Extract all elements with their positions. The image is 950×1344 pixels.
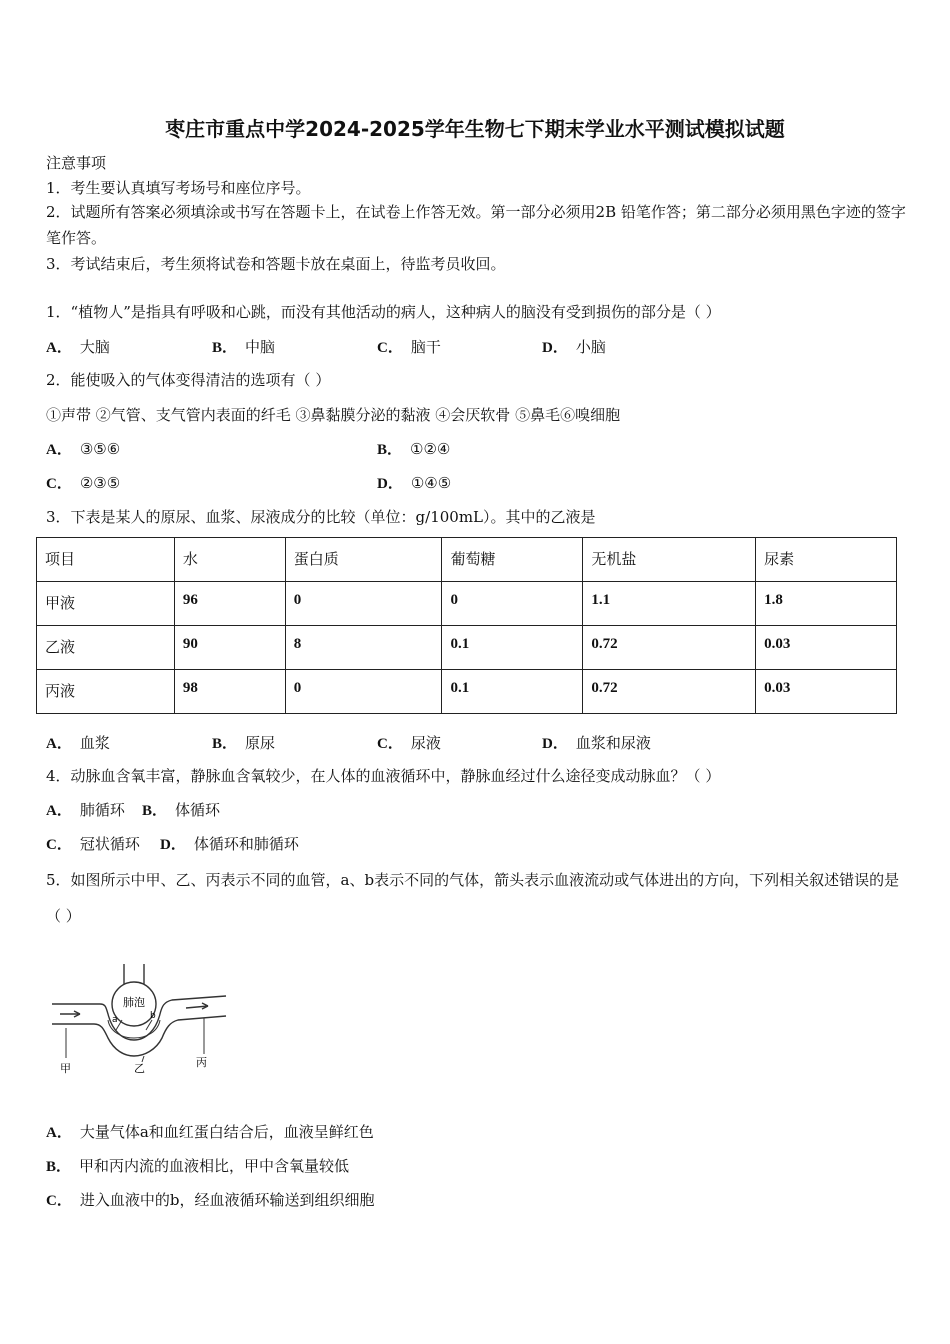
q4-option-b: B． 体循环 — [142, 801, 221, 819]
table-header-cell: 无机盐 — [583, 538, 756, 582]
gas-b-label: b — [150, 1011, 156, 1021]
q3-option-d: D． 血浆和尿液 — [542, 734, 651, 752]
q5-option-b: B． 甲和丙内流的血液相比，甲中含氧量较低 — [46, 1157, 350, 1175]
vessel-bing-label: 丙 — [196, 1056, 207, 1069]
q5-option-a: A． 大量气体a和血红蛋白结合后，血液呈鲜红色 — [46, 1123, 374, 1141]
table-cell: 0.72 — [583, 670, 756, 714]
table-row — [37, 582, 897, 626]
q3-option-b: B． 原尿 — [212, 734, 276, 752]
table-cell: 1.8 — [756, 582, 897, 626]
table-row — [37, 626, 897, 670]
table-header-cell: 尿素 — [756, 538, 897, 582]
q3-option-a: A． 血浆 — [46, 734, 110, 752]
question-4-stem: 4．动脉血含氧丰富，静脉血含氧较少，在人体的血液循环中，静脉血经过什么途径变成动脉血？（ ） — [46, 767, 721, 785]
q2-option-b: B． ①②④ — [377, 440, 451, 458]
table-cell: 乙液 — [37, 626, 175, 670]
table-header-cell: 水 — [174, 538, 285, 582]
alveolus-label: 肺泡 — [123, 996, 145, 1009]
question-1-stem: 1．“植物人”是指具有呼吸和心跳，而没有其他活动的病人，这种病人的脑没有受到损伤的部分是（ ） — [46, 303, 721, 321]
q2-option-a: A． ③⑤⑥ — [46, 440, 121, 458]
q4-option-a: A． 肺循环 — [46, 801, 125, 819]
notice-item-1: 1．考生要认真填写考场号和座位序号。 — [46, 179, 311, 197]
table-cell: 96 — [174, 582, 285, 626]
table-header-cell: 项目 — [37, 538, 175, 582]
table-cell: 90 — [174, 626, 285, 670]
table-cell: 0.03 — [756, 626, 897, 670]
composition-table — [36, 537, 897, 714]
q2-option-c: C． ②③⑤ — [46, 474, 121, 492]
gas-a-label: a — [112, 1015, 118, 1025]
table-row — [37, 670, 897, 714]
q1-option-b: B． 中脑 — [212, 338, 276, 356]
table-cell: 0 — [285, 582, 442, 626]
table-cell: 0 — [442, 582, 583, 626]
table-cell: 8 — [285, 626, 442, 670]
question-2-items: ①声带 ②气管、支气管内表面的纤毛 ③鼻黏膜分泌的黏液 ④会厌软骨 ⑤鼻毛⑥嗅细胞 — [46, 406, 621, 424]
q5-option-c: C． 进入血液中的b，经血液循环输送到组织细胞 — [46, 1191, 375, 1209]
table-cell: 0.72 — [583, 626, 756, 670]
question-2-stem: 2．能使吸入的气体变得清洁的选项有（ ） — [46, 371, 331, 389]
table-cell: 0.1 — [442, 626, 583, 670]
alveolus-diagram — [46, 958, 236, 1078]
table-cell: 丙液 — [37, 670, 175, 714]
q1-option-d: D． 小脑 — [542, 338, 606, 356]
table-cell: 0.03 — [756, 670, 897, 714]
question-3-stem: 3．下表是某人的原尿、血浆、尿液成分的比较（单位：g/100mL）。其中的乙液是 — [46, 508, 596, 526]
question-5-stem: 5．如图所示中甲、乙、丙表示不同的血管，a、b表示不同的气体，箭头表示血液流动或气体进出的方向，下列相关叙述错误的是（ ） — [46, 871, 900, 925]
q4-option-c: C． 冠状循环 — [46, 835, 140, 853]
table-cell: 甲液 — [37, 582, 175, 626]
notice-heading: 注意事项 — [46, 154, 107, 172]
table-header-cell: 蛋白质 — [285, 538, 442, 582]
vessel-jia-label: 甲 — [60, 1062, 71, 1075]
table-header-cell: 葡萄糖 — [442, 538, 583, 582]
table-header-row — [37, 538, 897, 582]
table-cell: 0.1 — [442, 670, 583, 714]
page-title: 枣庄市重点中学2024-2025学年生物七下期末学业水平测试模拟试题 — [165, 117, 785, 141]
notice-item-3: 3．考试结束后，考生须将试卷和答题卡放在桌面上，待监考员收回。 — [46, 255, 506, 273]
table-cell: 1.1 — [583, 582, 756, 626]
q1-option-a: A． 大脑 — [46, 338, 110, 356]
q2-option-d: D． ①④⑤ — [377, 474, 452, 492]
notice-item-2: 2．试题所有答案必须填涂或书写在答题卡上，在试卷上作答无效。第一部分必须用2B 铅笔作答；第二部分必须用黑色字迹的签字笔作答。 — [46, 203, 906, 247]
q4-option-d: D． 体循环和肺循环 — [160, 835, 299, 853]
q3-option-c: C． 尿液 — [377, 734, 441, 752]
table-cell: 0 — [285, 670, 442, 714]
q1-option-c: C． 脑干 — [377, 338, 441, 356]
table-cell: 98 — [174, 670, 285, 714]
vessel-yi-label: 乙 — [134, 1062, 145, 1075]
